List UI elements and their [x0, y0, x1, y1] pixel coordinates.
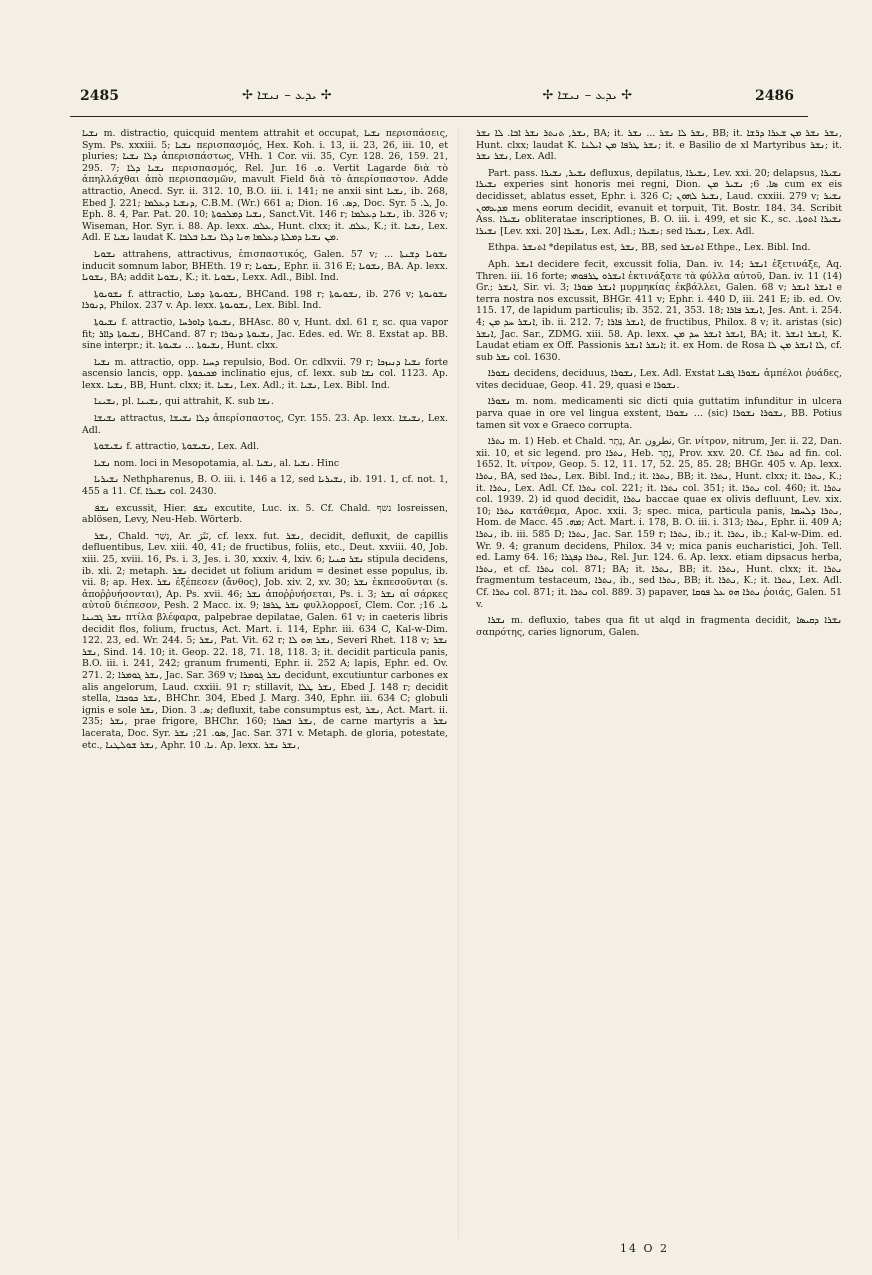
entry-paragraph: ܢܫܝܐ m. attractio, opp. ܕܚܝܐ repulsio, Bod. Or. cdlxvii. 79 r; ܢܫܝܐ ܕܢܝܙܟܐ forte ascensio lancis, opp. ܡܟܝܟܘܬܐ inclinatio ejus, cf. lexx. sub ܢܫܐ col. 1123. Ap. lexx. ܢܫܝܐ, BB, Hunt. clxx; it. ܢܫܝܐ, Lex. Adl.; it. ܢܫܝܐ, Lex. Bibl. Ind. — [82, 356, 448, 391]
entry-paragraph: ܢܫܝܐ m. distractio, quicquid mentem attrahit et occupat, ܢܫܝܐ περισπάσεις, Sym. Ps. xxxiii. 5; ܢܫܝܐ περισπασμός, Hex. Koh. i. 13, ii. 23, 26, iii. 10, et pluries; ܕܠܐ ܢܫܝܐ ἀπερισπάστως, VHh. 1 Cor. vii. 35, Cyr. 128. 26, 159. 21, 295. 7; ܢܫܝܐ ܕܠܐ περισπασμός, Rel. Jur. ܘ. 16. Vertit Lagarde διὰ τὸ ἀπηλλάχθαι ἀπὸ περισπασμῶν, mavult Field διὰ τὸ ἀπερίσπαστον. Adde attractio, Anecd. Syr. ii. 312. 10, B.O. iii. i. 141; ne anxii sint ܢܫܝܐ, ib. 268, Ebed J. 221; ܕܢܫܝܐ ܕܥܠܡܐ, C.B.M. (Wr.) 661 a; Dion. ܕܣ. 16, Doc. Syr. ܠ. 5, Jo. Eph. 8. 4, Par. Pat. 20. 10; ܢܫܝܐ ܕܡܠܟܘܬܐ, Sanct.Vit. 146 r; ܢܫܝܐ ܕܥܠܡܐ, ib. 326 v; Wiseman, Hor. Syr. i. 88. Ap. lexx. ܥܠܩ, Hunt. clxx; it. ܥܠܩ, K.; it. ܢܫܝܐ, Lex. Adl. E ܢܫܝܐ laudat K. ܡܢ ܢܫܝܐ ܕܡܠܬܐ ܕܥܠܡܐ ܗܢܐ ܕܠܐ ܢܫܝܐ ܒܠܒܐ. — [82, 128, 448, 244]
entry-paragraph: ܢܫܘܪܐ m. nom. medicamenti sic dicti quia guttatim infunditur in ulcera parva quae in ore vel lingua exstent, ܢܫܘܪܐ ... (sic) ܢܫܘܪܐ ܢܫܘܪܐ, BB. Potius tamen sit vox e Graeco corrupta. — [476, 396, 842, 431]
entry-paragraph: ܢܫܘܝܐ attrahens, attractivus, ἑπισπαστικός, Galen. 57 v; ... ܢܫܘܝܐ ܕܫܢܬܐ inducit somnum labor, BHEth. 19 r; ܢܫܘܝܐ, Ephr. ii. 316 E; ܢܫܘܝܐ, BA. Ap. lexx. ܢܫܘܝܐ, BA; addit ܢܫܘܝܐ, K.; it. ܢܫܘܝܐ, Lexx. Adl., Bibl. Ind. — [82, 248, 448, 284]
entry-paragraph: ܢܫܝܘܬܐ f. attractio, ܢܫܝܘܬܐ ܕܐܘܪܚܐ, BHAsc. 80 v, Hunt. dxl. 61 r, sc. qua vapor fit; ܢܫܝܘܬܐ ܕܐܐܪ, BHCand. 87 r; ܢܫܝܘܬܐ ܕܢܘܪܐ, Jac. Edes. ed. Wr. 8. Exstat ap. BB. sine interpr.; it. ܢܫܝܘܬܐ ... ܢܫܝܘܬܐ, Hunt. clxx. — [82, 316, 448, 352]
column-gutter — [458, 128, 459, 1238]
entry-paragraph: ܢܫܪ, Chald. נְשַׁר, Ar. نَثَرَ, cf. lexx. fut. ܢܫܪ, decidit, defluxit, de capillis defluentibus, Lev. xiii. 40, 41; de fructibus, foliis, etc., Deut. xxviii. 40, Job. xiii. 25, xviii. 16, Ps. i. 3, Jes. i. 30, xxxiv. 4, lxiv. 6; ܢܫܪ ܩܢܝܐ stipula decidens, ib. xli. 2; metaph. ܢܫܪ decidet ut folium aridum = desinet esse populus, ib. vii. 8; ap. Hex. ܢܫܪ ἐξέπεσεν (ἄνθος), Job. xiv. 2, xv. 30; ܢܫܪ ἐκπεσοῦνται (s. ἀποῤῥυήσονται), Ap. Ps. xvii. 46; ܢܫܪ ἀποῤῥυήσεται, Ps. i. 3; ܢܫܪ αἱ σάρκες αὐτοῦ διέπεσον, Pesh. 2 Macc. ix. 9; ܢܫܪ ܛܪܦܐ φυλλορροεῖ, Clem. Cor. ܝܐ. 16; ܢܫܪ ܓܒܝܢܐ πτίλα βλέφαρα, palpebrae depilatae, Galen. 61 v; in caeteris libris decidit flos, folium, fructus, Act. Mart. i. 114, Ephr. iii. 634 C, Kal-w-Dim. 122. 23, ed. Wr. 244. 5; ܢܫܪ, Pat. Vit. 62 r; ܢܫܪ ܗܘ ܠܐ, Severi Rhet. 118 v; ܢܫܪ ܢܫܪ, Sind. 14. 10; it. Geop. 22. 18, 71. 18, 118. 3; it. decidit particula panis, B.O. iii. i. 241, 242; granum frumenti, Ephr. ii. 252 A; lapis, Ephr. ed. Ov. 271. 2; ܢܫܪ ܓܘܡܪܐ, Jac. Sar. 369 v; ܢܫܪ ܓܘܡܪܐ decidunt, excutiuntur carbones ex alis angelorum, Laud. cxxiii. 91 r; stillavit, ܢܫܪ ܛܠܐ, Ebed J. 148 r; decidit stella, ܢܫܪ ܟܘܟܒܐ, BHChr. 304, Ebed J. Marg. 340, Ephr. iii. 634 C; globuli ignis e sole ܢܫܪ, Dion. ܣ. 3; defluxit, tabe consumptus est, ܢܫܪ, Act. Mart. ii. 235; ܢܫܪ, prae frigore, BHChr. 160; ܢܫܪ ܒܣܪܐ, de carne martyris a ܢܫܪ lacerata, Doc. Syr. ܣܘ. 21; ܢܫܪ, Jac. Sar. 371 v. Metaph. de gloria, potestate, etc., ܢܫܪ ܫܘܠܛܢܐ, Aphr. ܢܐ. 10. Ap. lexx. ܢܫܪ ܢܫܪ, — [82, 530, 448, 751]
left-page-number: 2485 — [80, 88, 119, 104]
entry-paragraph: Aph. ܐܢܫܪ decidere fecit, excussit folia, Dan. iv. 14; ܐܢܫܪ ἐξετινάξε, Aq. Thren. iii. 16 forte; ܐܢܫܪܘ ܛܪܦܘܗܝ ἐκτινάξατε τὰ φύλλα αὐτοῦ, Dan. iv. 11 (14) Gr.; ܐܢܫܪ, Sir. vi. 3; ܐܢܫܪ ܡܘܪܐ μυρμηκίας ἐκβάλλει, Galen. 68 v; ܐܢܫܪ ܐܢܫܪ e terra nostra nos excussit, BHGr. 411 v; Ephr. i. 440 D, iii. 241 E; ib. ed. Ov. 115. 17, de lapidum particulis; ib. 352. 21, 353. 18; ܐܢܫܪ ܦܐܪܐ, Jes. Ant. i. 254. 4; ܐܢܫܪ ܚܕ ܡܢ, ib. ii. 212. 7; ܐܢܫܪ ܦܐܪܐ, de fructibus, Philox. 8 v; it. aristas (sic) ܐܢܫܪ, Jac. Sar., ZDMG. xiii. 58. Ap. lexx. ܐܢܫܪ ܐܢܫܪ ܚܕ ܡܢ, BA; it. ܐܢܫܪ ܐܢܫܪ, K. Laudat etiam ex Off. Passionis ܐܢܫܪ ܐܢܫܪ; it. ex Hom. de Rosa ܠܐ ܐܢܫܪ ܡܢ ܠܐ, cf. sub ܢܫܪ col. 1630. — [476, 258, 842, 363]
entry-paragraph: ܢܫܘܝܘܬܐ f. attractio, ܢܫܘܝܘܬܐ ܕܡܝܐ, BHCand. 198 r; ܢܫܘܝܘܬܐ, ib. 276 v; ܢܫܘܝܘܬܐ ܕܢܘܪܐ, Philox. 237 v. Ap. lexx. ܢܫܘܝܘܬܐ, Lex. Bibl. Ind. — [82, 288, 448, 312]
entry-paragraph: ܢܫܝܪܝܐ Nethpharenus, B. O. iii. i. 146 a 12, sed ܢܫܝܪܝܐ, ib. 191. 1, cf. not. 1, 455 a 11. Cf. ܢܫܝܪܐ col. 2430. — [82, 474, 448, 498]
entry-paragraph: ܢܫܝܫܐ attractus, ܕܠܐ ܢܫܝܫܐ ἀπερίσπαστος, Cyr. 155. 23. Ap. lexx. ܢܫܝܫܐ, Lex. Adl. — [82, 413, 448, 436]
entry-paragraph: ܢܫܪܐ m. defluxio, tabes qua fit ut alqd in fragmenta decidit, ܢܫܪܐ ܕܩܝܣܐ σαπρότης, caries lignorum, Galen. — [476, 615, 842, 638]
entry-paragraph: Ethpa. ܐܬܢܫܪ *depilatus est, ܢܫܪ, BB, sed ܐܬܢܫܪ Ethpe., Lex. Bibl. Ind. — [488, 242, 811, 254]
signature-mark: 14 O 2 — [620, 1242, 670, 1255]
entry-paragraph: Part. pass. ܢܫܝܪ, ܢܫܝܪܐ defluxus, depilatus, ܢܫܝܪܐ, Lev. xxi. 20; delapsus, ܢܫܝܪܐ ܢܫܝܪܐ experies sint honoris mei regni, Dion. ܣܐ. 6; ܢܫܝܪ ܡܢ cum ex eis decidisset, ablatus esset, Ephr. i. 326 C; ܢܫܝܪ ܠܗܘܢ, Laud. cxxiii. 279 v; ܢܫܝܪ ܡܕܥܗܘܢ mens eorum decidit, evanuit et torpuit, Tit. Bostr. 184. 34. Scribit Ass. ܢܫܝܪܐ obliteratae inscriptiones, B. O. iii. i. 499, et sic K., sc. ܢܫܝܪܐ ܐܬܘܬܐ. ܢܫܝܪܐ [Lev. xxi. 20] ܢܫܝܪܐ, Lex. Adl.; ܢܫܝܪܐ; sed ܢܫܝܪܐ, Lex. Adl. — [476, 167, 842, 237]
entry-paragraph: ܢܫܦ excussit, Hier. ܢܫܦ excutite, Luc. ix. 5. Cf. Chald. נשף losreissen, ablösen, Levy, Neu-Heb. Wörterb. — [82, 502, 448, 526]
entry-paragraph: ܢܫܝܐ nom. loci in Mesopotamia, al. ܢܫܝܐ, al. ܢܫܝܐ. Hinc — [94, 457, 340, 469]
left-running-head: ✢ ܝܕܥ – ܢܝܫܐ ✢ — [242, 88, 332, 103]
entry-paragraph: ܢܬܪܐ m. 1) Heb. et Chald. נֶתֶר, Ar. نطرون, Gr. νίτρον, nitrum, Jer. ii. 22, Dan. xii. 10, et sic legend. pro ܢܬܪܐ, Heb. נֶתֶר, Prov. xxv. 20. Cf. ܢܬܪܐ ad fin. col. 1652. It. νίτρον, Geop. 5. 12, 11. 17, 52. 25, 85. 28; BHGr. 405 v. Ap. lexx. ܢܬܪܐ, BA, sed ܢܬܪܐ, Lex. Bibl. Ind.; it. ܢܬܪܐ, BB; it. ܢܬܪܐ, Hunt. clxx; it. ܢܬܪܐ, K.; it. ܢܬܪܐ, Lex. Adl. Cf. ܢܬܪܐ col. 221; it. ܢܬܪܐ col. 351; it. ܢܬܪܐ col. 460; it. ܢܬܪܐ col. 1939. 2) id quod decidit, ܢܬܪܐ baccae quae ex olivis defluunt, Lev. xix. 10; ܢܬܪܐ κατάθεμα, Apoc. xxii. 3; spec. mica, particula panis, ܢܬܪܐ ܕܠܚܡܐ, Hom. de Macc. ܡܗ. 45; Act. Mart. i. 178, B. O. iii. i. 313; ܢܬܪܐ, Ephr. ii. 409 A; ܢܬܪܐ, ib. iii. 585 D; ܢܬܪܐ, Jac. Sar. 159 r; ܢܬܪܐ, ib.; it. ܢܬܪܐ, ib.; Kal-w-Dim. ed. Wr. 9. 4; granum decidens, Philox. 34 v; mica panis eucharistici, Joh. Tell. ed. Lamy 64. 16; ܢܬܪܐ ܕܦܓܪܐ, Rel. Jur. 124. 6. Ap. lexx. etiam dipsacus herba, ܢܬܪܐ, et cf. ܢܬܪܐ col. 871; BA; it. ܢܬܪܐ, BB; it. ܢܬܪܐ, Hunt. clxx; it. ܢܬܪܐ fragmentum testaceum, ܢܬܪܐ, ib., sed ܢܬܪܐ, BB; it. ܢܬܪܐ, K.; it. ܢܬܪܐ, Lex. Adl. Cf. ܢܬܪܐ col. 871; it. ܢܬܪܐ col. 889. 3) papaver, ܢܬܪܐ ܗܘ ܥܠ ܦܘܩܐ ῥοιάς, Galen. 51 v. — [476, 436, 842, 610]
left-column — [82, 128, 448, 1238]
right-running-head: ✢ ܝܕܥ – ܢܝܫܐ ✢ — [542, 88, 632, 103]
entry-paragraph: ܢܫܪ, ܬܢܬܪ ܢܫܪ ܐܒܐ. ܠܐ ܢܫܪ, BA; it. ܢܫܪ ܠܐ ܢܫܪ ... ܢܫܪ, BB; it. ܢܫܪ ܢܫܪ ܡܢ ܫܥܪܐ ܕܪܫܐ, Hunt. clxx; laudat K. ܢܫܪ ܛܪܦܐ ܡܢ ܐܝܠܢܐ; it. e Basilio de xl Martyribus ܢܫܪ; it. ܢܫܪ ܢܫܪ, Lex. Adl. — [476, 128, 842, 163]
right-page-number: 2486 — [755, 88, 794, 104]
entry-paragraph: ܢܫܝܫܘܬܐ f. attractio, ܢܫܝܫܘܬܐ, Lex. Adl. — [94, 441, 260, 453]
entry-paragraph: ܢܫܘܪܐ decidens, deciduus, ܢܫܘܪܐ, Lex. Adl. Exstat ܢܫܘܪܐ ܓܦܢܐ ἀμπέλοι ῥυάδες, vites deciduae, Geop. 41. 29, quasi e ܢܫܘܪܐ. — [476, 368, 842, 391]
page-header — [74, 88, 800, 114]
header-rule — [70, 116, 808, 117]
entry-paragraph: ܢܫܝܢܐ, pl. ܢܫܝܢܐ, qui attrahit, K. sub ܢܫܐ. — [94, 396, 274, 408]
right-column — [476, 128, 842, 1238]
